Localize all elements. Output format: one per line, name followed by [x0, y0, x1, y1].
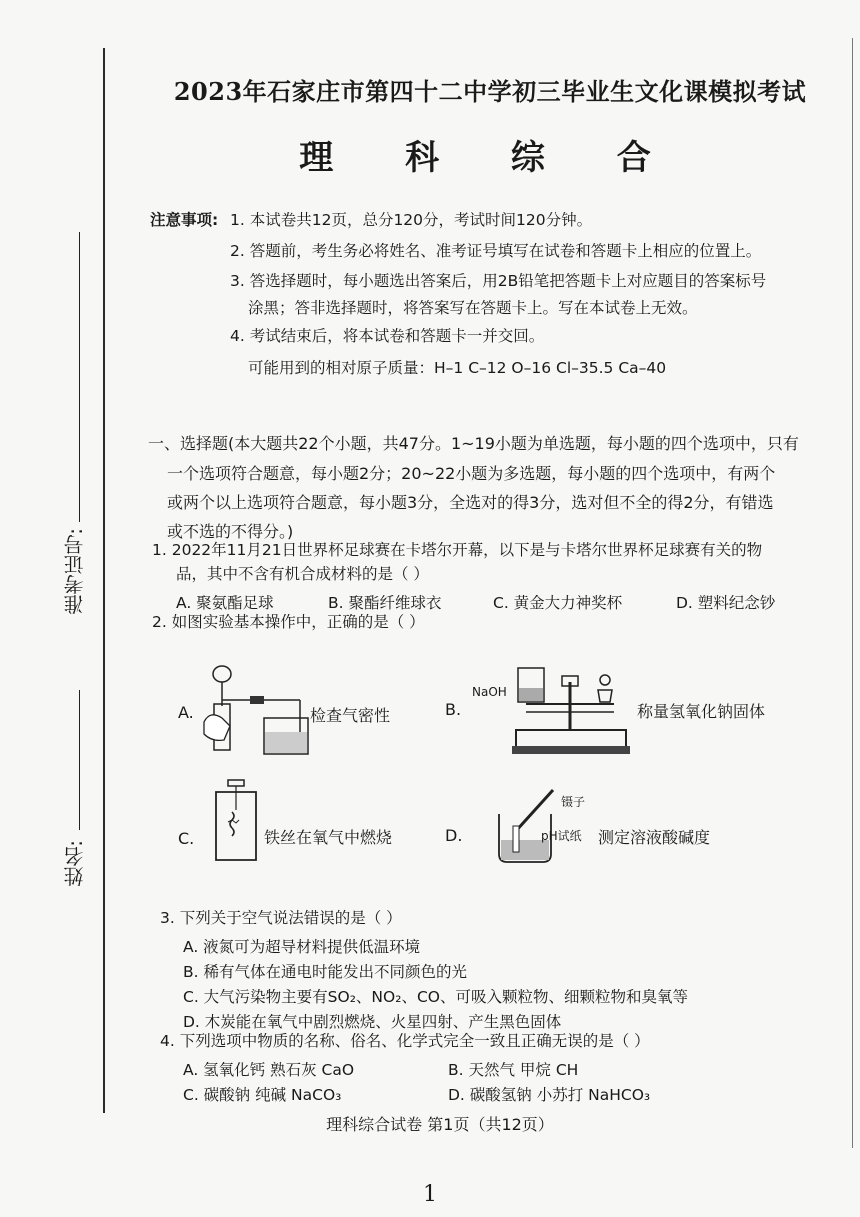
q3-stem: 3. 下列关于空气说法错误的是（ ）: [160, 909, 402, 927]
q2-a-letter: A.: [178, 703, 194, 722]
exam-id-label: 准考证号:: [63, 528, 87, 615]
section-intro-4: 或不选的不得分。): [167, 522, 294, 541]
notice-item-3-cont: 涂黑；答非选择题时，将答案写在答题卡上。写在本试卷上无效。: [248, 299, 698, 317]
q1-option-c: C. 黄金大力神奖杯: [493, 594, 623, 612]
q1-stem-1: 1. 2022年11月21日世界杯足球赛在卡塔尔开幕，以下是与卡塔尔世界杯足球赛有关的物: [152, 541, 763, 559]
name-label: 姓名:: [63, 840, 87, 887]
notice-item-2: 2. 答题前，考生务必将姓名、准考证号填写在试卷和答题卡上相应的位置上。: [230, 242, 762, 260]
notice-item-4: 4. 考试结束后，将本试卷和答题卡一并交回。: [230, 327, 545, 345]
page-footer: 理科综合试卷 第1页（共12页）: [326, 1115, 554, 1134]
section-intro-1: 一、选择题(本大题共22个小题，共47分。1~19小题为单选题，每小题的四个选项中，只有: [148, 434, 799, 453]
oxygen-jar-icon: [210, 778, 262, 862]
q1-option-d: D. 塑料纪念钞: [676, 594, 776, 612]
gas-tightness-apparatus-icon: [200, 660, 310, 760]
q1-stem-2: 品，其中不含有机合成材料的是（ ）: [176, 565, 429, 583]
ph-test-beaker-icon: [495, 784, 555, 864]
q3-option-c: C. 大气污染物主要有SO₂、NO₂、CO、可吸入颗粒物、细颗粒物和臭氧等: [183, 988, 688, 1006]
subject-title: 理 科 综 合: [299, 138, 681, 178]
q2-b-letter: B.: [445, 700, 462, 719]
q4-option-b: B. 天然气 甲烷 CH: [448, 1061, 579, 1079]
name-field-line: [79, 690, 80, 830]
notice-item-3: 3. 答选择题时，每小题选出答案后，用2B铅笔把答题卡上对应题目的答案标号: [230, 272, 767, 290]
page-number: 1: [423, 1182, 437, 1207]
exam-title: 2023年石家庄市第四十二中学初三毕业生文化课模拟考试: [173, 77, 807, 106]
atomic-mass-line: 可能用到的相对原子质量：H–1 C–12 O–16 Cl–35.5 Ca–40: [248, 359, 667, 377]
q4-option-d: D. 碳酸氢钠 小苏打 NaHCO₃: [448, 1086, 651, 1104]
q2-b-text: 称量氢氧化钠固体: [637, 702, 766, 721]
q4-stem: 4. 下列选项中物质的名称、俗名、化学式完全一致且正确无误的是（ ）: [160, 1032, 650, 1050]
q3-option-d: D. 木炭能在氧气中剧烈燃烧、火星四射、产生黑色固体: [183, 1013, 562, 1031]
q1-option-b: B. 聚酯纤维球衣: [328, 594, 442, 612]
q2-d-text: 测定溶液酸碱度: [598, 828, 711, 847]
q2-c-text: 铁丝在氧气中燃烧: [264, 828, 393, 847]
q2-d-letter: D.: [445, 826, 463, 845]
q4-option-c: C. 碳酸钠 纯碱 NaCO₃: [183, 1086, 342, 1104]
q2-stem: 2. 如图实验基本操作中，正确的是（ ）: [152, 613, 425, 631]
q1-option-a: A. 聚氨酯足球: [176, 594, 274, 612]
q2-a-text: 检查气密性: [310, 706, 391, 725]
section-intro-2: 一个选项符合题意，每小题2分；20~22小题为多选题，每小题的四个选项中，有两个: [167, 464, 776, 483]
q2-d-tweezers-tag: 镊子: [561, 795, 586, 809]
binding-line: [103, 48, 105, 1113]
exam-id-field-line: [79, 232, 80, 522]
q2-b-naoh-tag: NaOH: [472, 685, 507, 699]
q2-d-ph-paper-tag: pH试纸: [541, 829, 582, 843]
section-intro-3: 或两个以上选项符合题意，每小题3分，全选对的得3分，选对但不全的得2分，有错选: [167, 493, 774, 512]
q3-option-b: B. 稀有气体在通电时能发出不同颜色的光: [183, 963, 467, 981]
q2-c-letter: C.: [178, 829, 195, 848]
notice-item-1: 1. 本试卷共12页，总分120分，考试时间120分钟。: [230, 211, 593, 229]
q3-option-a: A. 液氮可为超导材料提供低温环境: [183, 938, 421, 956]
page-edge-line: [852, 38, 853, 1148]
balance-scale-icon: [510, 660, 630, 756]
notice-label: 注意事项:: [150, 211, 219, 229]
q4-option-a: A. 氢氧化钙 熟石灰 CaO: [183, 1061, 355, 1079]
